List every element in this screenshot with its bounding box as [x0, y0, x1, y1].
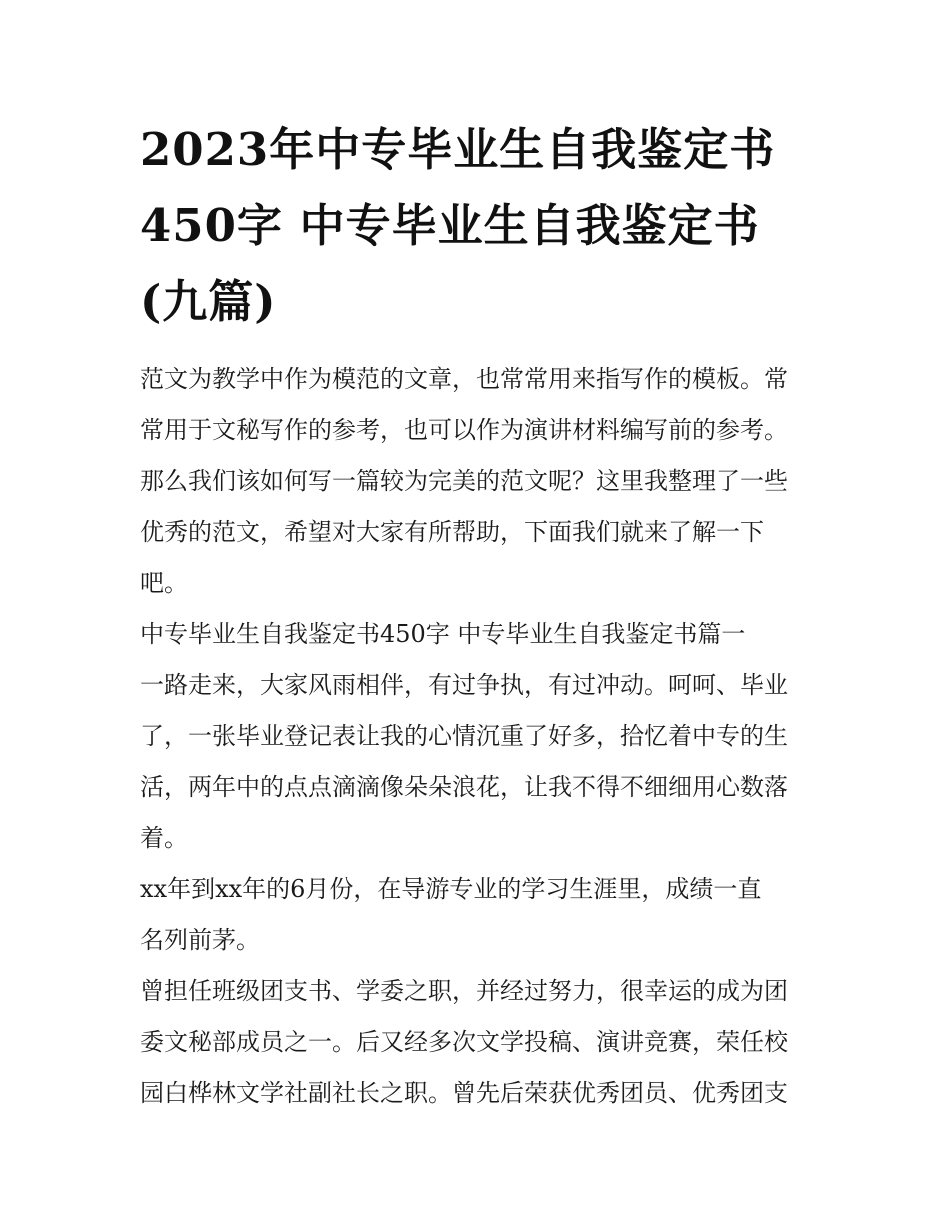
body-line: 了，一张毕业登记表让我的心情沉重了好多，拾忆着中专的生 [140, 722, 788, 750]
body-line: xx年到xx年的6月份，在导游专业的学习生涯里，成绩一直 [140, 875, 762, 903]
section-heading: 中专毕业生自我鉴定书450字 中专毕业生自我鉴定书篇一 [140, 620, 746, 648]
body-line: 曾担任班级团支书、学委之职，并经过努力，很幸运的成为团 [140, 977, 788, 1005]
body-line: 优秀的范文，希望对大家有所帮助，下面我们就来了解一下 [140, 518, 764, 546]
document-body [140, 354, 820, 1119]
document-content [140, 112, 820, 1119]
body-line: 常用于文秘写作的参考，也可以作为演讲材料编写前的参考。 [140, 416, 788, 444]
body-line: 吧。 [140, 569, 188, 597]
body-line: 活，两年中的点点滴滴像朵朵浪花，让我不得不细细用心数落 [140, 773, 788, 801]
body-line: 那么我们该如何写一篇较为完美的范文呢？这里我整理了一些 [140, 467, 788, 495]
document-title [140, 112, 820, 340]
body-line: 着。 [140, 824, 188, 852]
title-line: 2023年中专毕业生自我鉴定书 [140, 123, 776, 176]
title-line: 450字 中专毕业生自我鉴定书 [140, 199, 760, 252]
body-line: 园白桦林文学社副社长之职。曾先后荣获优秀团员、优秀团支 [140, 1079, 788, 1107]
body-line: 名列前茅。 [140, 926, 260, 954]
title-line: (九篇) [140, 275, 277, 328]
body-line: 范文为教学中作为模范的文章，也常常用来指写作的模板。常 [140, 365, 788, 393]
body-line: 委文秘部成员之一。后又经多次文学投稿、演讲竞赛，荣任校 [140, 1028, 788, 1056]
body-line: 一路走来，大家风雨相伴，有过争执，有过冲动。呵呵、毕业 [140, 671, 788, 699]
